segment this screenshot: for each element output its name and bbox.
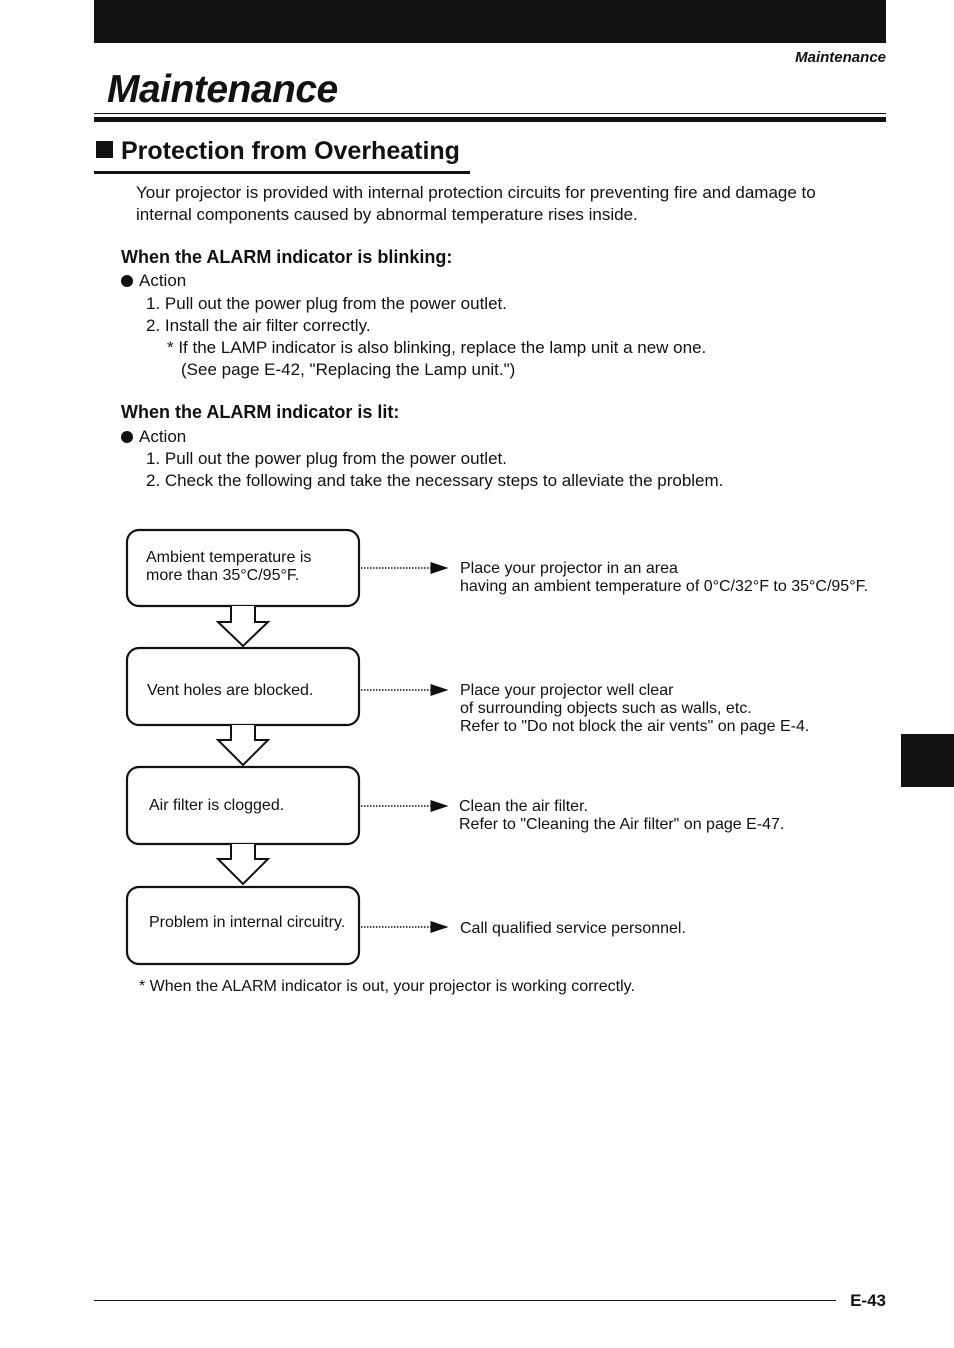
running-head: Maintenance: [795, 49, 886, 66]
remedy-line: Place your projector in an area: [460, 560, 678, 577]
footer-rule: [94, 1300, 836, 1301]
remedy-text-4: [460, 920, 686, 938]
page-title: Maintenance: [107, 68, 338, 111]
lit-step-1: 1. Pull out the power plug from the power outlet.: [146, 449, 507, 468]
remedy-line: Refer to "Cleaning the Air filter" on page E-47.: [459, 816, 785, 833]
down-arrow-icon: [218, 725, 268, 765]
blinking-heading: When the ALARM indicator is blinking:: [121, 247, 453, 267]
remedy-line: Refer to "Do not block the air vents" on page E-4.: [460, 718, 810, 735]
remedy-line: having an ambient temperature of 0°C/32°F to 35°C/95°F.: [460, 578, 869, 595]
cause-line: more than 35°C/95°F.: [146, 567, 300, 584]
intro-line: Your projector is provided with internal protection circuits for preventing fire and damage to: [136, 183, 816, 202]
blinking-action-label: Action: [139, 271, 187, 290]
cause-line: Vent holes are blocked.: [147, 682, 314, 699]
cause-text-1: [146, 549, 311, 585]
remedy-line: Place your projector well clear: [460, 682, 674, 699]
lit-heading: When the ALARM indicator is lit:: [121, 402, 400, 422]
lit-step-2: 2. Check the following and take the necessary steps to alleviate the problem.: [146, 471, 724, 490]
remedy-line: Call qualified service personnel.: [460, 920, 686, 937]
remedy-text-2: [460, 682, 809, 736]
cause-line: Ambient temperature is: [146, 549, 312, 566]
lit-action-label: Action: [139, 427, 187, 446]
cause-line: Air filter is clogged.: [149, 797, 285, 814]
remedy-text-3: [459, 798, 784, 834]
blinking-step-1: 1. Pull out the power plug from the power outlet.: [146, 294, 507, 313]
remedy-line: of surrounding objects such as walls, etc.: [460, 700, 752, 717]
intro-line: internal components caused by abnormal temperature rises inside.: [136, 205, 638, 224]
blinking-step-2: 2. Install the air filter correctly.: [146, 316, 371, 335]
chapter-tab: [901, 734, 954, 787]
down-arrow-icon: [218, 844, 268, 884]
blinking-note-2: (See page E-42, "Replacing the Lamp unit."): [181, 360, 516, 379]
remedy-text-1: [460, 560, 868, 596]
down-arrow-icon: [218, 606, 268, 646]
cause-text-4: [149, 914, 345, 932]
blinking-note-1: * If the LAMP indicator is also blinking, replace the lamp unit a new one.: [167, 338, 707, 357]
cause-text-3: [149, 797, 284, 815]
section-heading-text: Protection from Overheating: [121, 137, 460, 165]
page-number: E-43: [850, 1291, 886, 1310]
remedy-line: Clean the air filter.: [459, 798, 588, 815]
cause-text-2: [147, 682, 313, 700]
cause-line: Problem in internal circuitry.: [149, 914, 346, 931]
flowchart-footnote: * When the ALARM indicator is out, your projector is working correctly.: [139, 978, 635, 995]
